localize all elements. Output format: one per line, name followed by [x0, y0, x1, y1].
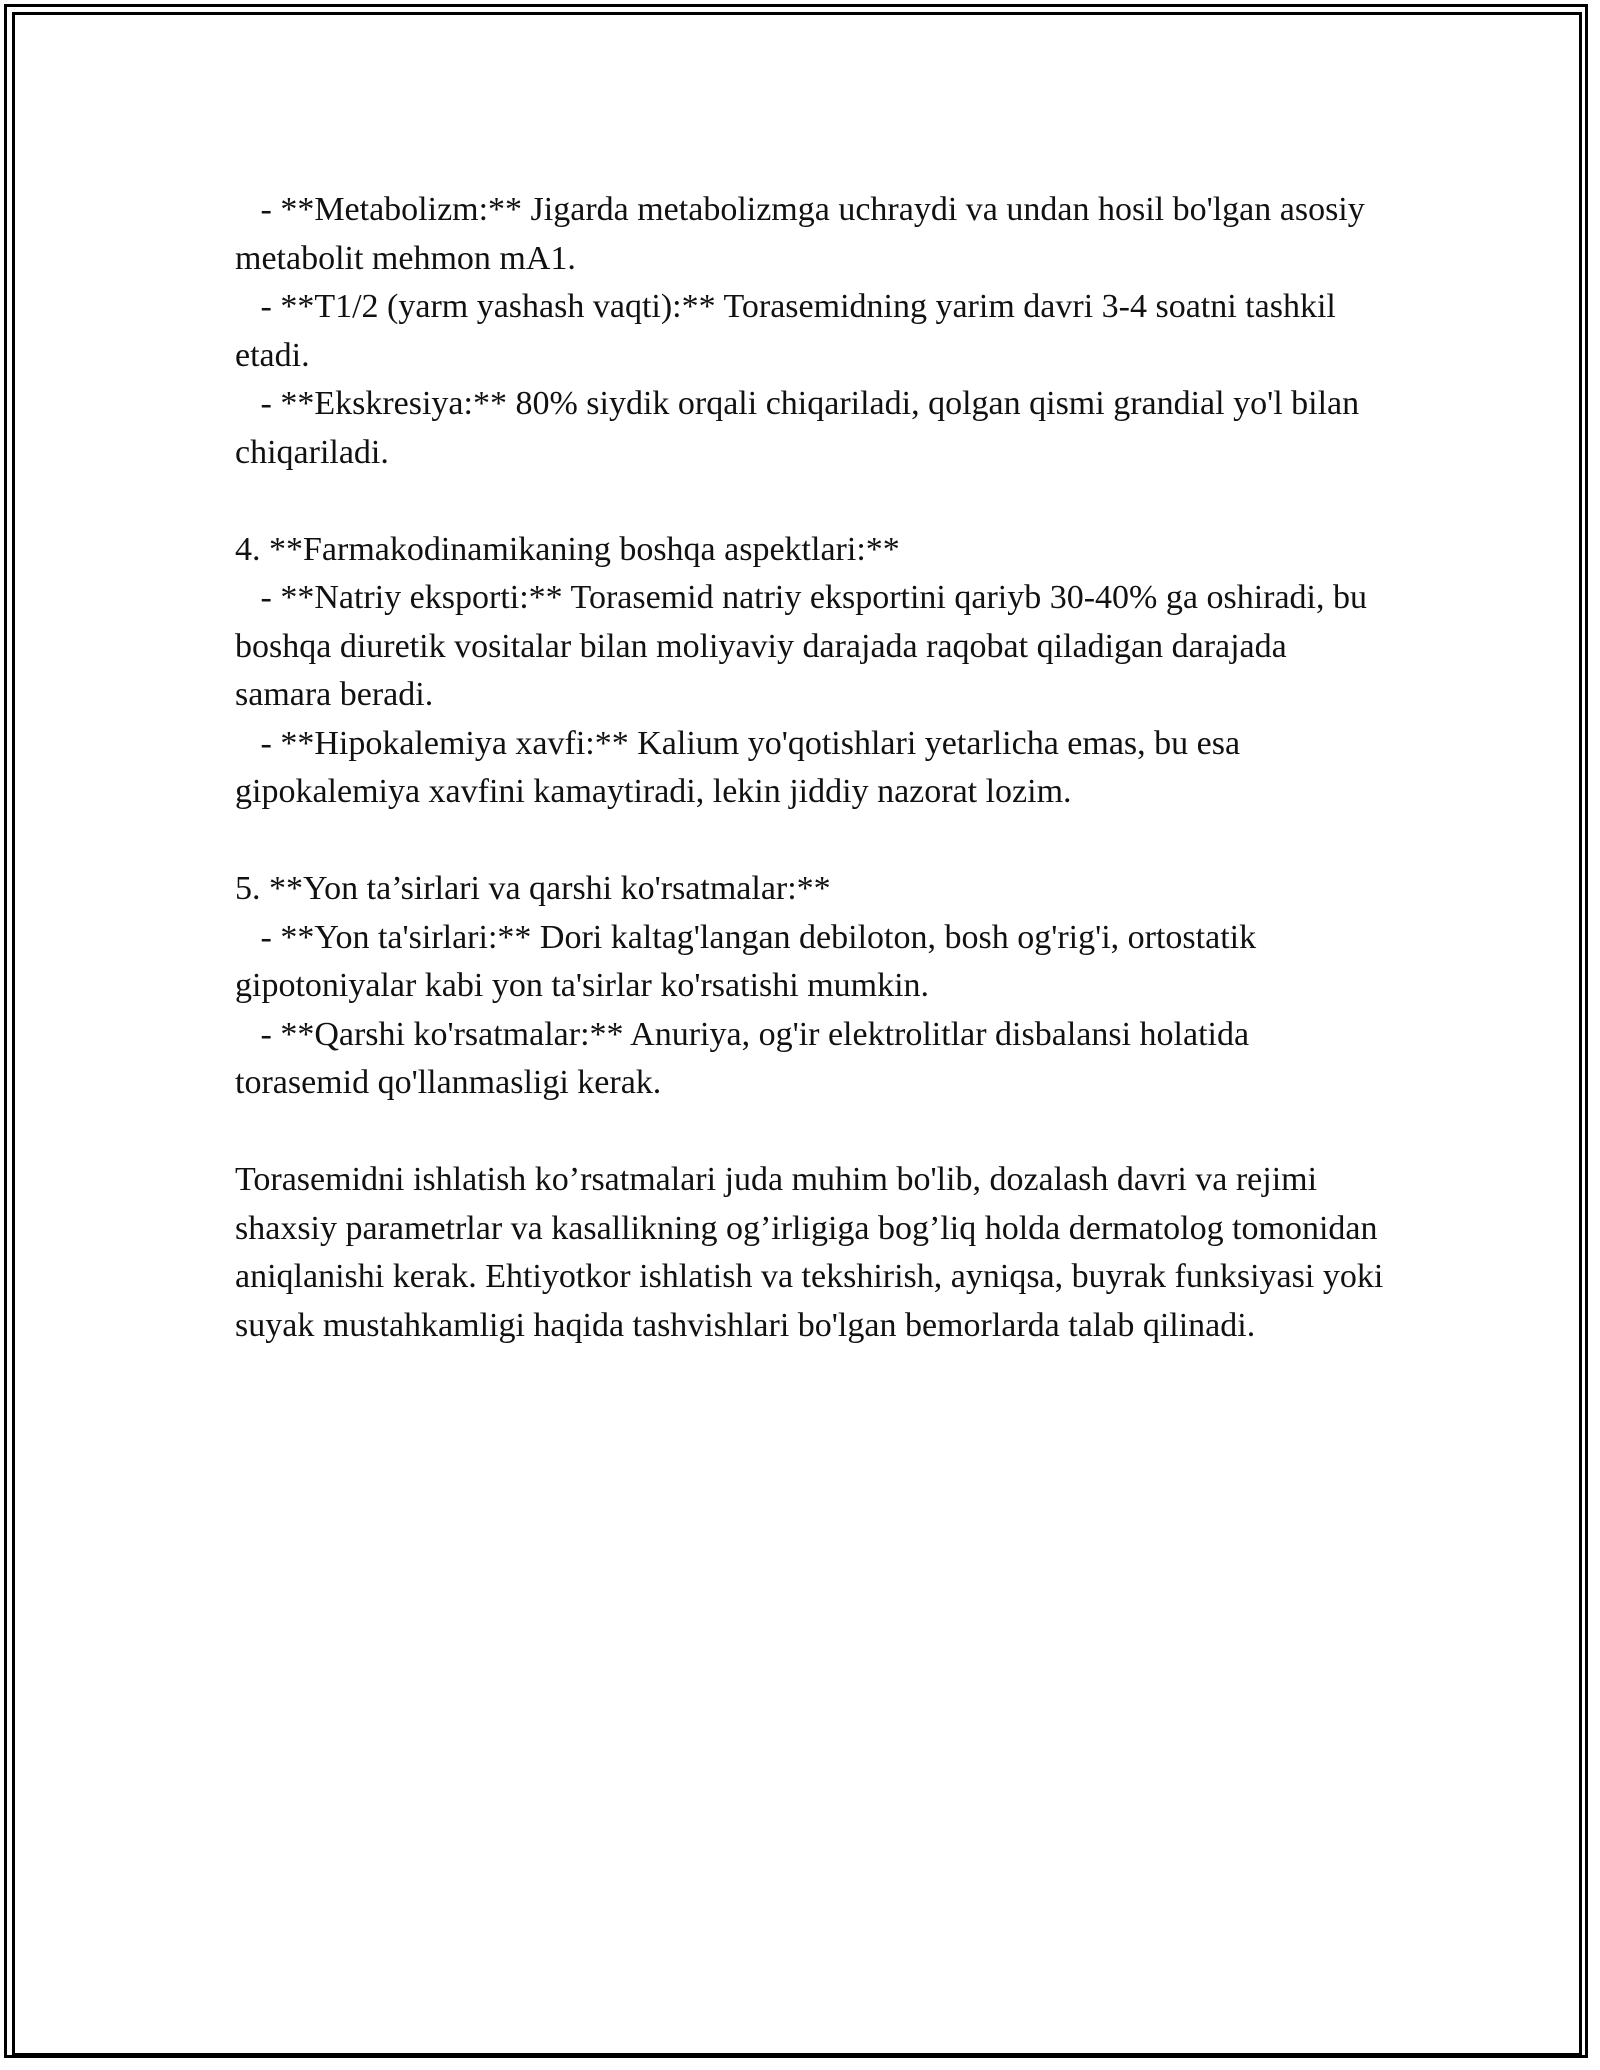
side-effects-item: - **Yon ta'sirlari:** Dori kaltag'langan debiloton, bosh og'rig'i, ortostatik gipotoniyalar kabi yon ta'sirlar ko'rsatishi mumkin. — [235, 918, 1265, 1004]
excretion-item: - **Ekskresiya:** 80% siydik orqali chiqariladi, qolgan qismi grandial yo'l bilan chiqariladi. — [235, 385, 1368, 471]
sodium-export-item: - **Natriy eksporti:** Torasemid natriy eksportini qariyb 30-40% ga oshiradi, bu boshqa diuretik vositalar bilan moliyaviy darajada raqobat qiladigan darajada samara beradi. — [235, 579, 1376, 713]
paragraph-spacer — [235, 477, 1385, 526]
contraindications-item: - **Qarshi ko'rsatmalar:** Anuriya, og'ir elektrolitlar disbalansi holatida torasemid qo'llanmasligi kerak. — [235, 1015, 1258, 1101]
half-life-item: - **T1/2 (yarm yashash vaqti):** Torasemidning yarim davri 3-4 soatni tashkil etadi. — [235, 288, 1345, 374]
section-5-heading: 5. **Yon ta’sirlari va qarshi ko'rsatmalar:** — [235, 870, 831, 907]
conclusion-paragraph: Torasemidni ishlatish ko’rsatmalari juda muhim bo'lib, dozalash davri va rejimi shaxsiy parametrlar va kasallikning og’irligiga bog’liq holda dermatolog tomonidan aniqlanishi kerak. Ehtiyotkor ishlatish va tekshirish, ayniqsa, buyrak funksiyasi yoki suyak mustahkamligi haqida tashvishlari bo'lgan bemorlarda talab qilinadi. — [235, 1161, 1392, 1344]
document-body — [235, 186, 1392, 1350]
metabolism-item: - **Metabolizm:** Jigarda metabolizmga uchraydi va undan hosil bo'lgan asosiy metabolit mehmon mA1. — [235, 191, 1374, 277]
paragraph-spacer — [235, 817, 1385, 866]
paragraph-spacer — [235, 1108, 1385, 1157]
hypokalemia-risk-item: - **Hipokalemiya xavfi:** Kalium yo'qotishlari yetarlicha emas, bu esa gipokalemiya xavfini kamaytiradi, lekin jiddiy nazorat lozim. — [235, 724, 1249, 810]
section-4-heading: 4. **Farmakodinamikaning boshqa aspektlari:** — [235, 530, 900, 568]
